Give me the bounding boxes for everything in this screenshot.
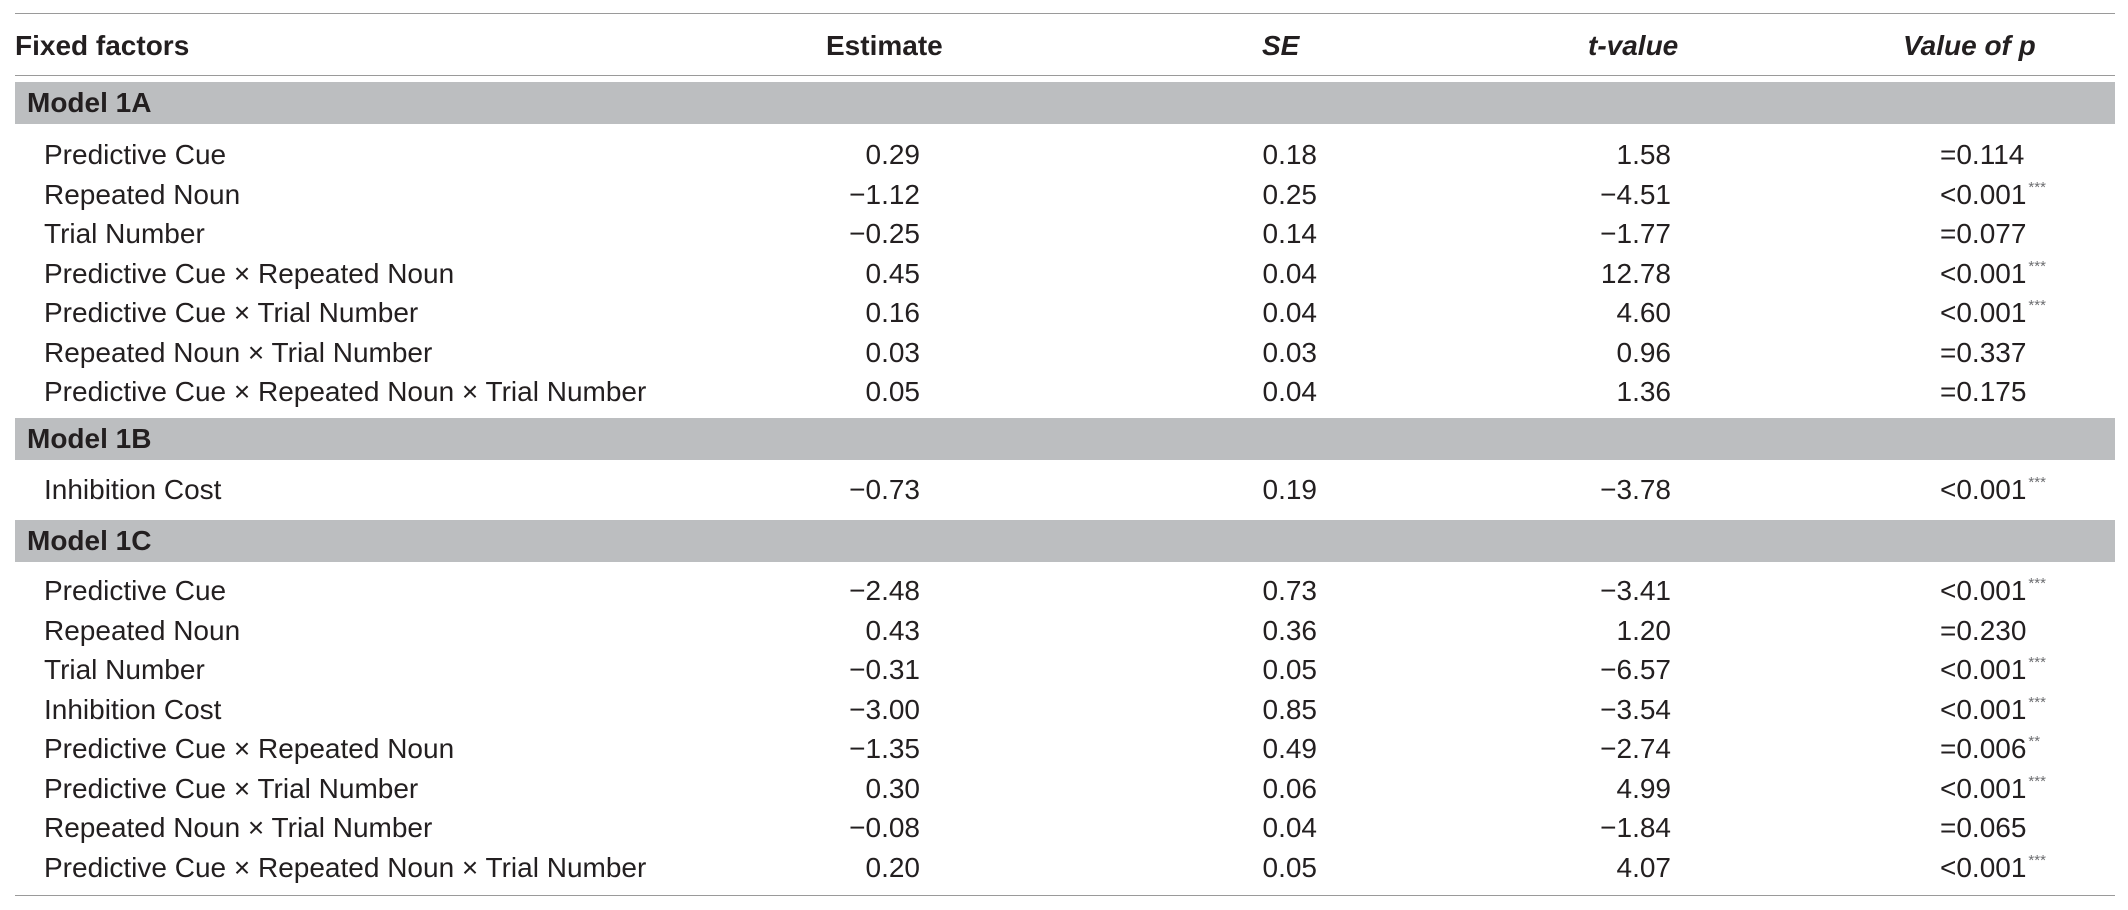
- p-value-text: <0.001: [1940, 257, 2027, 289]
- estimate-cell: −1.35: [849, 733, 920, 764]
- t-value-cell: 4.07: [1616, 851, 1671, 883]
- estimate-cell: −0.25: [849, 218, 920, 249]
- fixed-factor-cell: Repeated Noun × Trial Number: [44, 336, 433, 368]
- table-row: [15, 729, 2115, 769]
- section-label: Model 1A: [27, 87, 152, 118]
- se-cell: 0.36: [1262, 614, 1317, 646]
- se-cell: 0.73: [1262, 575, 1317, 606]
- p-value-text: <0.001: [1940, 575, 2027, 606]
- table-row: [15, 254, 2115, 294]
- header-estimate: Estimate: [826, 30, 943, 61]
- p-value-cell: [1940, 812, 2026, 844]
- section-label: Model 1C: [27, 525, 152, 556]
- p-value-cell: [1940, 337, 2026, 369]
- fixed-factor-cell: Repeated Noun: [44, 614, 241, 646]
- p-value-text: <0.001: [1940, 474, 2027, 505]
- section-header: [15, 520, 2115, 562]
- estimate-cell: 0.43: [865, 614, 920, 646]
- header-t-value: t-value: [1588, 30, 1679, 61]
- se-cell: 0.05: [1262, 851, 1317, 883]
- t-value-cell: 1.20: [1616, 614, 1671, 646]
- estimate-cell: −0.08: [849, 812, 920, 843]
- t-value-cell: 1.36: [1616, 376, 1671, 407]
- se-cell: 0.04: [1262, 812, 1317, 843]
- significance-marker: ***: [2028, 772, 2046, 790]
- table-row: [15, 135, 2115, 175]
- estimate-cell: −2.48: [849, 575, 920, 606]
- p-value-cell: [1940, 852, 2046, 884]
- fixed-factor-cell: Inhibition Cost: [44, 474, 222, 505]
- significance-marker: ***: [2028, 575, 2046, 592]
- fixed-factor-cell: Predictive Cue × Repeated Noun × Trial Number: [44, 851, 647, 883]
- table-row: [15, 333, 2115, 373]
- estimate-cell: 0.03: [865, 336, 920, 368]
- p-value-text: =0.175: [1940, 376, 2027, 407]
- p-value-text: =0.337: [1940, 336, 2027, 368]
- t-value-cell: −3.54: [1600, 693, 1671, 725]
- fixed-factor-cell: Predictive Cue × Repeated Noun × Trial Number: [44, 376, 647, 407]
- p-value-text: =0.230: [1940, 614, 2027, 646]
- estimate-cell: −3.00: [849, 693, 920, 725]
- se-cell: 0.03: [1262, 336, 1317, 368]
- fixed-factor-cell: Predictive Cue × Repeated Noun: [44, 257, 455, 289]
- t-value-cell: 12.78: [1600, 257, 1671, 289]
- p-value-cell: [1940, 297, 2046, 329]
- p-value-cell: [1940, 615, 2026, 647]
- estimate-cell: −0.73: [849, 474, 920, 505]
- p-value-text: <0.001: [1940, 654, 2027, 685]
- table-row: [15, 808, 2115, 848]
- table-row: [15, 175, 2115, 215]
- t-value-cell: −3.41: [1600, 575, 1671, 606]
- estimate-cell: −1.12: [849, 178, 920, 210]
- section-header: [15, 82, 2115, 124]
- t-value-cell: −3.78: [1600, 474, 1671, 505]
- t-value-cell: 4.99: [1616, 772, 1671, 804]
- se-cell: 0.04: [1262, 376, 1317, 407]
- table-row: [15, 293, 2115, 333]
- t-value-cell: −6.57: [1600, 654, 1671, 685]
- significance-marker: ***: [2028, 257, 2046, 275]
- table-row: [15, 769, 2115, 809]
- significance-marker: ***: [2028, 297, 2046, 314]
- p-value-cell: [1940, 575, 2046, 607]
- estimate-cell: 0.05: [865, 376, 920, 407]
- fixed-factor-cell: Predictive Cue × Repeated Noun: [44, 733, 455, 764]
- p-value-cell: [1940, 474, 2046, 506]
- p-value-cell: [1940, 694, 2046, 726]
- se-cell: 0.14: [1262, 218, 1317, 249]
- section-label: Model 1B: [27, 423, 152, 454]
- significance-marker: ***: [2028, 178, 2046, 196]
- fixed-factor-cell: Trial Number: [44, 654, 205, 685]
- p-value-text: <0.001: [1940, 178, 2027, 210]
- header-se: SE: [1262, 30, 1300, 61]
- fixed-factor-cell: Predictive Cue × Trial Number: [44, 772, 419, 804]
- p-value-cell: [1940, 733, 2040, 765]
- t-value-cell: 4.60: [1616, 297, 1671, 328]
- fixed-factor-cell: Repeated Noun × Trial Number: [44, 812, 433, 843]
- fixed-factor-cell: Inhibition Cost: [44, 693, 222, 725]
- section-header: [15, 418, 2115, 460]
- se-cell: 0.04: [1262, 257, 1317, 289]
- p-value-text: <0.001: [1940, 297, 2027, 328]
- t-value-cell: −2.74: [1600, 733, 1671, 764]
- significance-marker: **: [2028, 733, 2041, 750]
- se-cell: 0.04: [1262, 297, 1317, 328]
- table-row: [15, 372, 2115, 412]
- fixed-factor-cell: Trial Number: [44, 218, 205, 249]
- estimate-cell: 0.45: [865, 257, 920, 289]
- significance-marker: ***: [2028, 693, 2046, 711]
- header-value-of-p: Value of p: [1903, 30, 2036, 61]
- header-fixed-factors: Fixed factors: [15, 30, 190, 61]
- fixed-factor-cell: Repeated Noun: [44, 178, 241, 210]
- se-cell: 0.19: [1262, 474, 1317, 505]
- table-row: [15, 650, 2115, 690]
- fixed-factor-cell: Predictive Cue × Trial Number: [44, 297, 419, 328]
- se-cell: 0.06: [1262, 772, 1317, 804]
- p-value-text: <0.001: [1940, 851, 2027, 883]
- significance-marker: ***: [2028, 474, 2046, 491]
- significance-marker: ***: [2028, 851, 2046, 869]
- se-cell: 0.25: [1262, 178, 1317, 210]
- t-value-cell: −1.77: [1600, 218, 1671, 249]
- p-value-cell: [1940, 258, 2046, 290]
- table-row: [15, 690, 2115, 730]
- p-value-cell: [1940, 654, 2046, 686]
- estimate-cell: −0.31: [849, 654, 920, 685]
- p-value-text: =0.114: [1940, 139, 2025, 170]
- p-value-text: =0.077: [1940, 218, 2027, 249]
- table-row: [15, 470, 2115, 510]
- fixed-factor-cell: Predictive Cue: [44, 139, 227, 170]
- p-value-text: <0.001: [1940, 693, 2027, 725]
- estimate-cell: 0.29: [865, 139, 920, 170]
- p-value-cell: [1940, 376, 2026, 408]
- p-value-text: <0.001: [1940, 772, 2027, 804]
- table-top-rule: [15, 13, 2115, 14]
- t-value-cell: 1.58: [1616, 139, 1671, 170]
- table-row: [15, 214, 2115, 254]
- p-value-cell: [1940, 773, 2046, 805]
- t-value-cell: 0.96: [1616, 336, 1671, 368]
- estimate-cell: 0.20: [865, 851, 920, 883]
- se-cell: 0.18: [1262, 139, 1317, 170]
- estimate-cell: 0.16: [865, 297, 920, 328]
- table-row: [15, 848, 2115, 888]
- p-value-cell: [1940, 218, 2026, 250]
- table-bottom-rule: [15, 895, 2115, 896]
- p-value-cell: [1940, 139, 2024, 171]
- se-cell: 0.49: [1262, 733, 1317, 764]
- fixed-factor-cell: Predictive Cue: [44, 575, 227, 606]
- se-cell: 0.85: [1262, 693, 1317, 725]
- table-row: [15, 571, 2115, 611]
- se-cell: 0.05: [1262, 654, 1317, 685]
- t-value-cell: −1.84: [1600, 812, 1671, 843]
- table-header-rule: [15, 75, 2115, 76]
- p-value-text: =0.065: [1940, 812, 2027, 843]
- table-header: [15, 22, 2115, 70]
- t-value-cell: −4.51: [1600, 178, 1671, 210]
- p-value-cell: [1940, 179, 2046, 211]
- table-row: [15, 611, 2115, 651]
- p-value-text: =0.006: [1940, 733, 2027, 764]
- significance-marker: ***: [2028, 654, 2046, 671]
- estimate-cell: 0.30: [865, 772, 920, 804]
